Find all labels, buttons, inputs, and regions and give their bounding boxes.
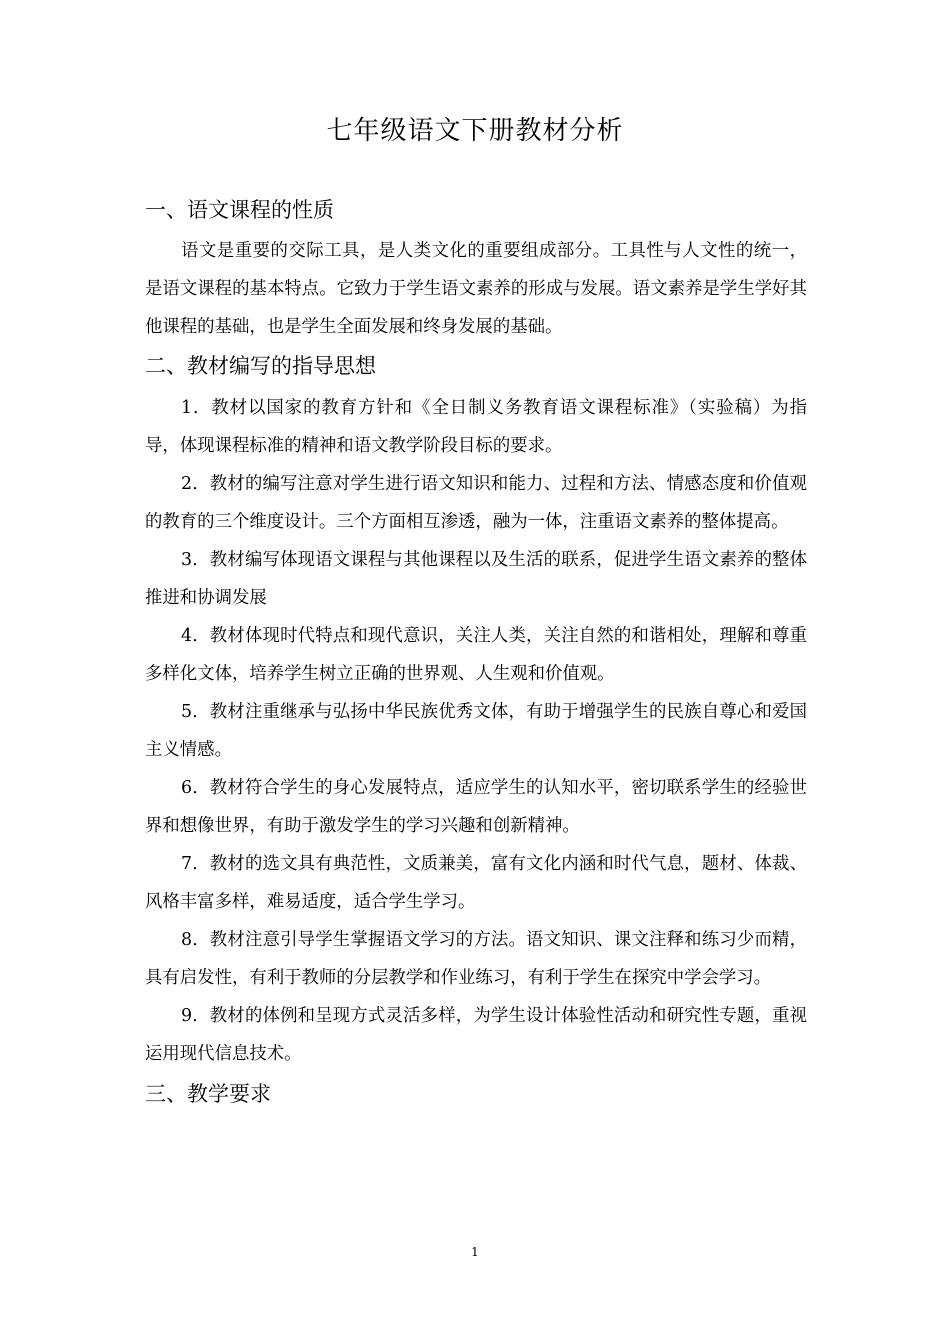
section-heading-teaching-requirements: 三、教学要求 xyxy=(145,1082,271,1106)
paragraph: 6．教材符合学生的身心发展特点，适应学生的认知水平，密切联系学生的经验世界和想像世界，有助于激发学生的学习兴趣和创新精神。 xyxy=(145,778,807,836)
paragraph: 语文是重要的交际工具，是人类文化的重要组成部分。工具性与人文性的统一，是语文课程的基本特点。它致力于学生语文素养的形成与发展。语文素养是学生学好其他课程的基础，也是学生全面发展和终身发展的基础。 xyxy=(145,241,807,337)
page-number: 1 xyxy=(471,1245,479,1259)
paragraph: 7．教材的选文具有典范性，文质兼美，富有文化内涵和时代气息，题材、体裁、风格丰富多样，难易适度，适合学生学习。 xyxy=(145,854,807,912)
section-heading-guiding-ideas: 二、教材编写的指导思想 xyxy=(145,354,376,378)
paragraph: 5．教材注重继承与弘扬中华民族优秀文体，有助于增强学生的民族自尊心和爱国主义情感。 xyxy=(145,702,807,760)
document-body xyxy=(145,190,807,1115)
section-heading-nature: 一、语文课程的性质 xyxy=(145,198,334,222)
paragraph: 2．教材的编写注意对学生进行语文知识和能力、过程和方法、情感态度和价值观的教育的三个维度设计。三个方面相互渗透，融为一体，注重语文素养的整体提高。 xyxy=(145,474,807,532)
paragraph: 9．教材的体例和呈现方式灵活多样，为学生设计体验性活动和研究性专题，重视运用现代信息技术。 xyxy=(145,1006,807,1064)
paragraph: 1．教材以国家的教育方针和《全日制义务教育语文课程标准》（实验稿）为指导，体现课程标准的精神和语文教学阶段目标的要求。 xyxy=(145,398,807,456)
paragraph: 4．教材体现时代特点和现代意识，关注人类，关注自然的和谐相处，理解和尊重多样化文体，培养学生树立正确的世界观、人生观和价值观。 xyxy=(145,626,807,684)
paragraph: 8．教材注意引导学生掌握语文学习的方法。语文知识、课文注释和练习少而精，具有启发性，有利于教师的分层教学和作业练习，有利于学生在探究中学会学习。 xyxy=(145,930,807,988)
document-title: 七年级语文下册教材分析 xyxy=(326,116,624,146)
paragraph: 3．教材编写体现语文课程与其他课程以及生活的联系，促进学生语文素养的整体推进和协调发展 xyxy=(145,550,807,608)
